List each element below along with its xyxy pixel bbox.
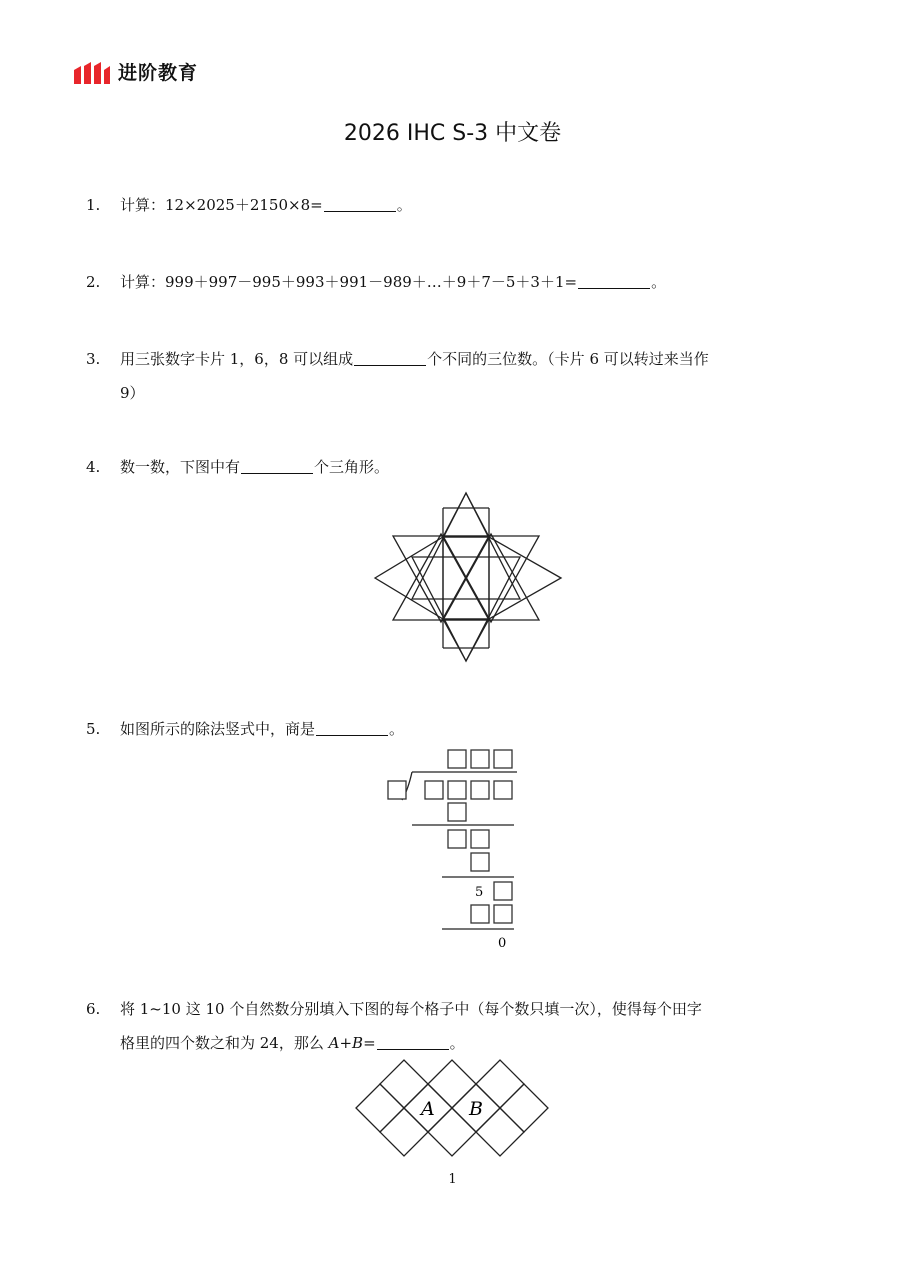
question-tail: 个三角形。	[314, 458, 390, 476]
question-tail: 。	[651, 273, 667, 291]
question-tail: 个不同的三位数。（卡片 6 可以转过来当作	[427, 350, 709, 368]
question-continuation: 9）	[120, 384, 145, 402]
question-text: 如图所示的除法竖式中，商是	[120, 720, 316, 738]
question-number: 3.	[86, 350, 101, 368]
grid-cell	[476, 1108, 524, 1156]
question-number: 5.	[86, 720, 101, 738]
question-continuation: 格里的四个数之和为 24，那么	[120, 1034, 329, 1052]
question-number: 4.	[86, 458, 101, 476]
variable-b: B	[352, 1034, 364, 1052]
question-number: 2.	[86, 273, 101, 291]
question-text: 计算：12×2025＋2150×8=	[120, 196, 323, 214]
grid-label-b: B	[469, 1098, 483, 1120]
question-number: 6.	[86, 1000, 101, 1018]
question-number: 1.	[86, 196, 101, 214]
page-title: 2026 IHC S-3 中文卷	[343, 121, 562, 146]
question-text: 用三张数字卡片 1，6，8 可以组成	[120, 350, 354, 368]
grid-cell	[476, 1060, 524, 1108]
question-tail: 。	[389, 720, 405, 738]
grid-label-a: A	[421, 1098, 435, 1120]
brand-name: 进阶教育	[118, 62, 199, 84]
question-tail: 。	[396, 196, 412, 214]
equals-sign: =	[363, 1034, 376, 1052]
page-number: 1	[448, 1172, 457, 1187]
plus-sign: +	[339, 1034, 353, 1052]
digit-zero: 0	[498, 936, 507, 951]
question-tail: 。	[449, 1034, 465, 1052]
question-text: 计算：999＋997－995＋993＋991－989＋…＋9＋7－5＋3＋1=	[120, 273, 578, 291]
question-text: 数一数，下图中有	[120, 458, 241, 476]
digit-five: 5	[475, 885, 484, 900]
grid-cell	[500, 1084, 548, 1132]
question-text: 将 1~10 这 10 个自然数分别填入下图的每个格子中（每个数只填一次），使得每个田字	[120, 1000, 702, 1018]
grid-cell	[356, 1084, 404, 1132]
variable-a: A	[328, 1034, 340, 1052]
